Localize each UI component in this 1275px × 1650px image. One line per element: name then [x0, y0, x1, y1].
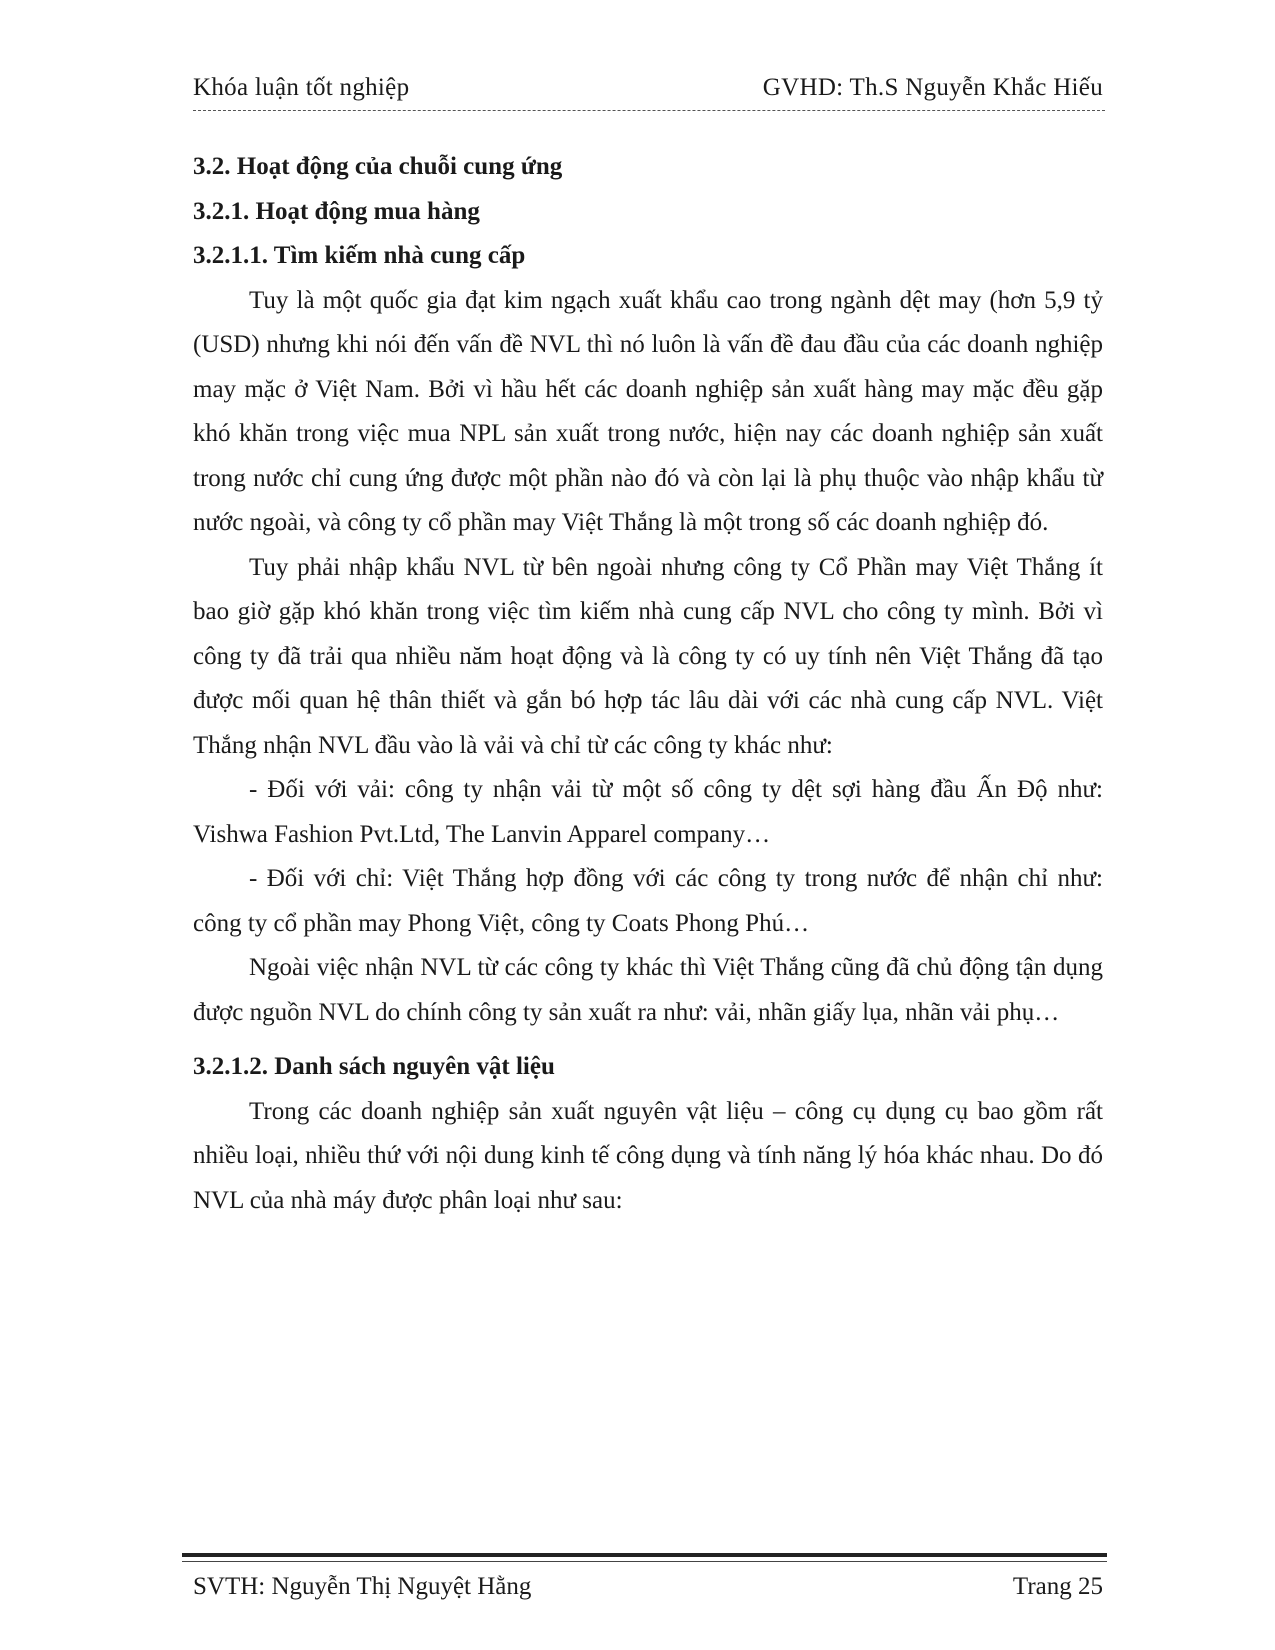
paragraph: Trong các doanh nghiệp sản xuất nguyên vật liệu – công cụ dụng cụ bao gồm rất nhiều loại, nhiều thứ với nội dung kinh tế công dụng và tính năng lý hóa khác nhau. Do đó NVL của nhà máy được phân loại như sau:: [193, 1097, 1103, 1214]
header-advisor: GVHD: Th.S Nguyễn Khắc Hiếu: [762, 74, 1103, 101]
paragraph: Ngoài việc nhận NVL từ các công ty khác thì Việt Thắng cũng đã chủ động tận dụng được nguồn NVL do chính công ty sản xuất ra như: vải, nhãn giấy lụa, nhãn vải phụ…: [193, 954, 1103, 1026]
footer-student: SVTH: Nguyễn Thị Nguyệt Hằng: [193, 1573, 532, 1600]
list-item-thread: - Đối với chỉ: Việt Thắng hợp đồng với các công ty trong nước để nhận chỉ như: công ty cổ phần may Phong Việt, công ty Coats Phong Phú…: [193, 865, 1103, 937]
header-divider: [193, 110, 1105, 111]
paragraph: Tuy là một quốc gia đạt kim ngạch xuất khẩu cao trong ngành dệt may (hơn 5,9 tỷ (USD) nhưng khi nói đến vấn đề NVL thì nó luôn là vấn đề đau đầu của các doanh nghiệp may mặc ở Việt Nam. Bởi vì hầu hết các doanh nghiệp sản xuất hàng may mặc đều gặp khó khăn trong việc mua NPL sản xuất trong nước, hiện nay các doanh nghiệp sản xuất trong nước chỉ cung ứng được một phần nào đó và còn lại là phụ thuộc vào nhập khẩu từ nước ngoài, và công ty cổ phần may Việt Thắng là một trong số các doanh nghiệp đó.: [193, 286, 1103, 536]
list-item-fabric: - Đối với vải: công ty nhận vải từ một số công ty dệt sợi hàng đầu Ấn Độ như: Vishwa Fashion Pvt.Ltd, The Lanvin Apparel company…: [193, 776, 1103, 848]
paragraph: Tuy phải nhập khẩu NVL từ bên ngoài nhưng công ty Cổ Phần may Việt Thắng ít bao giờ gặp khó khăn trong việc tìm kiếm nhà cung cấp NVL cho công ty mình. Bởi vì công ty đã trải qua nhiều năm hoạt động và là công ty có uy tính nên Việt Thắng đã tạo được mối quan hệ thân thiết và gắn bó hợp tác lâu dài với các nhà cung cấp NVL. Việt Thắng nhận NVL đầu vào là vải và chỉ từ các công ty khác như:: [193, 553, 1103, 759]
page-body: [193, 145, 1103, 1223]
subsubsection-heading: 3.2.1.2. Danh sách nguyên vật liệu: [193, 1053, 555, 1080]
footer-divider-thin: [182, 1561, 1107, 1562]
page-number: Trang 25: [1012, 1573, 1103, 1600]
subsubsection-heading: 3.2.1.1. Tìm kiếm nhà cung cấp: [193, 242, 526, 269]
subsection-heading: 3.2.1. Hoạt động mua hàng: [193, 197, 480, 225]
footer-divider-thick: [182, 1553, 1107, 1557]
section-heading: 3.2. Hoạt động của chuỗi cung ứng: [193, 153, 563, 180]
page-header: [193, 74, 1103, 106]
header-thesis-title: Khóa luận tốt nghiệp: [193, 74, 410, 101]
